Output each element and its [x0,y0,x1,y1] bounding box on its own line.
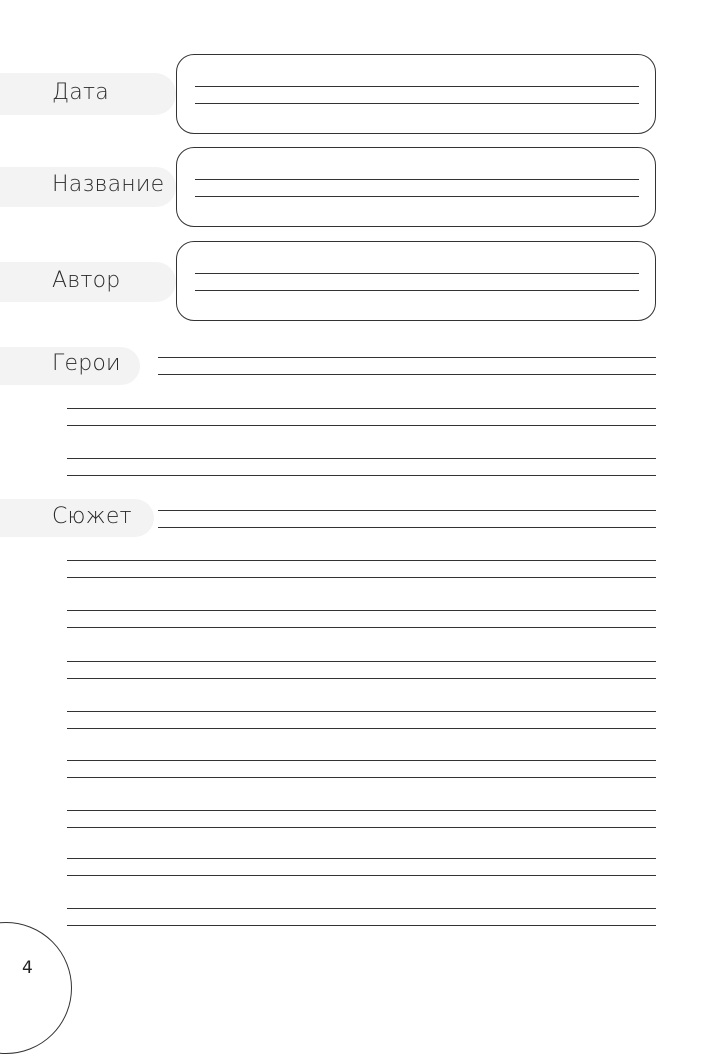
date-field-line-2 [195,103,639,104]
heroes-line[interactable] [158,357,656,358]
author-field-line-1 [195,273,639,274]
plot-line[interactable] [67,925,656,926]
plot-line[interactable] [67,610,656,611]
date-field-line-1 [195,86,639,87]
plot-line[interactable] [67,858,656,859]
page-number: 4 [22,958,33,978]
date-label: Дата [52,80,109,105]
plot-line[interactable] [67,760,656,761]
plot-line[interactable] [67,678,656,679]
title-field[interactable] [176,147,656,227]
plot-line[interactable] [67,560,656,561]
plot-line[interactable] [67,661,656,662]
date-field[interactable] [176,54,656,134]
heroes-line[interactable] [67,425,656,426]
plot-line[interactable] [67,728,656,729]
author-field-line-2 [195,290,639,291]
heroes-line[interactable] [67,408,656,409]
plot-line[interactable] [67,875,656,876]
author-field[interactable] [176,241,656,321]
plot-line[interactable] [67,908,656,909]
page-number-circle [0,922,72,1054]
heroes-line[interactable] [67,475,656,476]
author-label: Автор [52,268,121,293]
plot-line[interactable] [158,527,656,528]
plot-line[interactable] [158,510,656,511]
title-field-line-1 [195,179,639,180]
plot-line[interactable] [67,827,656,828]
title-field-line-2 [195,196,639,197]
heroes-line[interactable] [67,458,656,459]
plot-label: Сюжет [52,504,132,529]
plot-line[interactable] [67,577,656,578]
plot-line[interactable] [67,777,656,778]
heroes-label: Герои [52,351,121,376]
plot-line[interactable] [67,810,656,811]
heroes-line[interactable] [158,374,656,375]
plot-line[interactable] [67,711,656,712]
title-label: Название [52,172,165,197]
plot-line[interactable] [67,627,656,628]
